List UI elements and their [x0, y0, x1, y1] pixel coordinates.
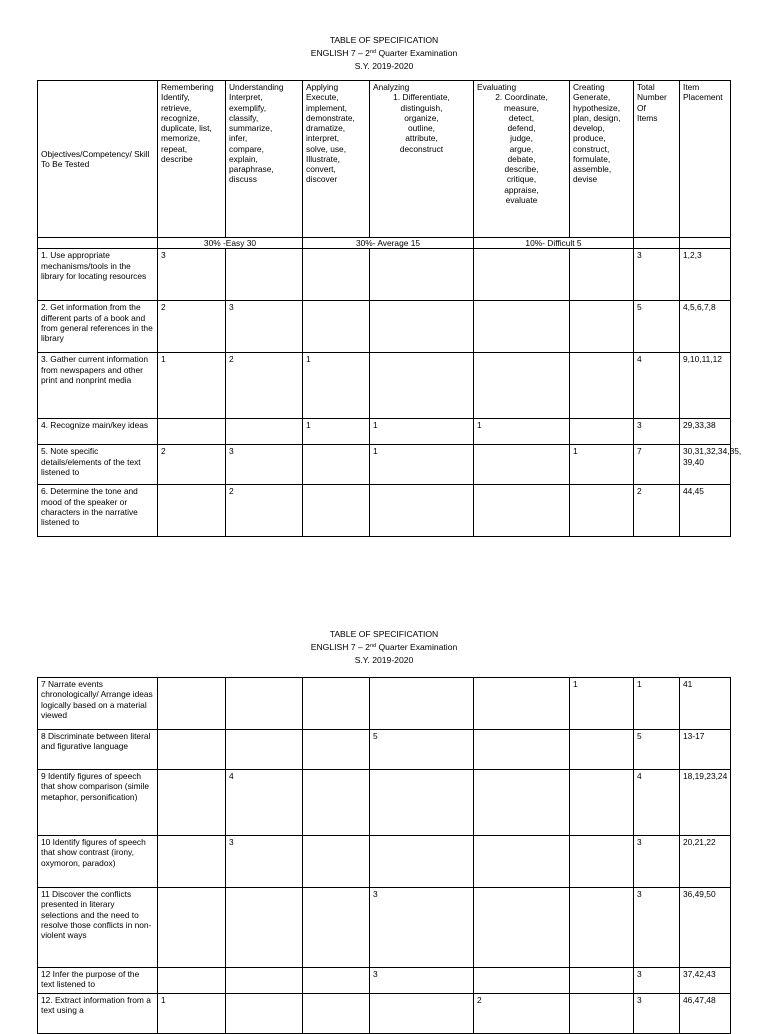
placement-cell: 1,2,3	[680, 249, 731, 301]
creating-cell	[570, 730, 634, 770]
placement-cell: 30,31,32,34,35, 39,40	[680, 445, 731, 485]
table-row	[38, 249, 731, 301]
applying-cell	[303, 485, 370, 537]
remembering-cell: 1	[158, 353, 226, 419]
spec-table-1	[37, 80, 742, 537]
understanding-header	[226, 81, 303, 238]
remembering-header	[158, 81, 226, 238]
applying-cell	[303, 888, 370, 968]
objective-cell: 11 Discover the conflicts presented in literary selections and the need to resolve those conflicts in non-violent ways	[38, 888, 158, 968]
remembering-cell	[158, 770, 226, 836]
table-row	[38, 445, 731, 485]
total-cell: 3	[634, 836, 680, 888]
page2-school-year: S.Y. 2019-2020	[354, 654, 414, 665]
placement-cell: 20,21,22	[680, 836, 731, 888]
analyzing-cell	[370, 836, 474, 888]
total-cell: 2	[634, 485, 680, 537]
analyzing-cell	[370, 301, 474, 353]
creating-cell	[570, 770, 634, 836]
objective-cell: 10 Identify figures of speech that show contrast (irony, oxymoron, paradox)	[38, 836, 158, 888]
placement-cell: 13-17	[680, 730, 731, 770]
applying-cell: 1	[303, 419, 370, 445]
remembering-cell	[158, 730, 226, 770]
creating-cell	[570, 836, 634, 888]
applying-cell	[303, 994, 370, 1034]
evaluating-cell	[474, 301, 570, 353]
understanding-cell	[226, 888, 303, 968]
page1-title: TABLE OF SPECIFICATION	[329, 35, 439, 45]
remembering-verbs: Identify, retrieve, recognize, duplicate, list, memorize, repeat, describe	[161, 92, 212, 164]
total-cell: 4	[634, 353, 680, 419]
placement-cell: 9,10,11,12	[680, 353, 731, 419]
total-cell: 5	[634, 730, 680, 770]
remembering-cell: 2	[158, 301, 226, 353]
objective-cell: 3. Gather current information from newspapers and other print and nonprint media	[38, 353, 158, 419]
applying-header	[303, 81, 370, 238]
applying-cell	[303, 678, 370, 730]
header-row	[38, 81, 731, 238]
understanding-verbs: Interpret, exemplify, classify, summarize, infer, compare, explain, paraphrase, discuss	[229, 92, 274, 185]
analyzing-cell	[370, 249, 474, 301]
applying-cell	[303, 836, 370, 888]
creating-cell: 1	[570, 678, 634, 730]
creating-label: Creating	[573, 82, 605, 92]
remembering-cell: 3	[158, 249, 226, 301]
analyzing-cell	[370, 994, 474, 1034]
evaluating-cell	[474, 888, 570, 968]
placement-cell: 36,49,50	[680, 888, 731, 968]
table-row	[38, 353, 731, 419]
evaluating-cell: 1	[474, 419, 570, 445]
placement-cell: 41	[680, 678, 731, 730]
placement-cell: 46,47,48	[680, 994, 731, 1034]
understanding-cell: 3	[226, 836, 303, 888]
remembering-label: Remembering	[161, 82, 214, 92]
table-row	[38, 485, 731, 537]
understanding-cell	[226, 968, 303, 994]
total-cell: 3	[634, 994, 680, 1034]
analyzing-cell	[370, 485, 474, 537]
creating-cell	[570, 301, 634, 353]
objective-cell: 2. Get information from the different parts of a book and from general references in the library	[38, 301, 158, 353]
creating-cell	[570, 353, 634, 419]
table-2-body	[38, 678, 731, 1034]
understanding-label: Understanding	[229, 82, 284, 92]
placement-cell: 29,33,38	[680, 419, 731, 445]
remembering-cell	[158, 888, 226, 968]
analyzing-label: Analyzing	[373, 82, 410, 92]
creating-cell	[570, 888, 634, 968]
analyzing-cell	[370, 678, 474, 730]
objective-cell: 6. Determine the tone and mood of the speaker or characters in the narrative listened to	[38, 485, 158, 537]
table-row	[38, 678, 731, 730]
understanding-cell	[226, 730, 303, 770]
evaluating-cell	[474, 353, 570, 419]
page1-title-block	[0, 34, 768, 73]
applying-verbs: Execute, implement, demonstrate, dramatize, interpret, solve, use, Illustrate, convert, discover	[306, 92, 355, 185]
creating-verbs: Generate, hypothesize, plan, design, develop, produce, construct, formulate, assemble, devise	[573, 92, 621, 185]
difficulty-band-row	[38, 238, 731, 249]
objective-cell: 1. Use appropriate mechanisms/tools in the library for locating resources	[38, 249, 158, 301]
objective-cell: 9 Identify figures of speech that show comparison (simile metaphor, personification)	[38, 770, 158, 836]
placement-cell: 44,45	[680, 485, 731, 537]
understanding-cell: 3	[226, 301, 303, 353]
remembering-cell	[158, 968, 226, 994]
understanding-cell	[226, 994, 303, 1034]
applying-cell	[303, 968, 370, 994]
item-placement-header: Item Placement	[680, 81, 731, 238]
total-cell: 1	[634, 678, 680, 730]
creating-cell	[570, 249, 634, 301]
creating-cell	[570, 419, 634, 445]
placement-cell: 18,19,23,24	[680, 770, 731, 836]
analyzing-header	[370, 81, 474, 238]
table-row	[38, 888, 731, 968]
evaluating-cell	[474, 770, 570, 836]
creating-cell: 1	[570, 445, 634, 485]
page2-title: TABLE OF SPECIFICATION	[329, 629, 439, 639]
page1-school-year: S.Y. 2019-2020	[354, 60, 414, 71]
total-items-header: Total Number Of Items	[634, 81, 680, 238]
creating-cell	[570, 994, 634, 1034]
page1-subtitle: ENGLISH 7 – 2nd Quarter Examination	[310, 47, 458, 58]
understanding-cell	[226, 678, 303, 730]
objectives-header: Objectives/Competency/ Skill To Be Tested	[38, 81, 158, 238]
applying-cell	[303, 770, 370, 836]
total-cell: 5	[634, 301, 680, 353]
table-1-body	[38, 249, 742, 537]
applying-cell	[303, 730, 370, 770]
applying-cell	[303, 249, 370, 301]
understanding-cell: 4	[226, 770, 303, 836]
analyzing-cell	[370, 353, 474, 419]
analyzing-cell: 5	[370, 730, 474, 770]
table-row	[38, 730, 731, 770]
creating-header	[570, 81, 634, 238]
page2-title-block	[0, 628, 768, 667]
remembering-cell	[158, 485, 226, 537]
evaluating-header	[474, 81, 570, 238]
understanding-cell: 3	[226, 445, 303, 485]
evaluating-cell	[474, 485, 570, 537]
analyzing-cell: 1	[370, 445, 474, 485]
objective-cell: 7 Narrate events chronologically/ Arrange ideas logically based on a material viewed	[38, 678, 158, 730]
evaluating-label: Evaluating	[477, 82, 517, 92]
table-row	[38, 968, 731, 994]
understanding-cell	[226, 419, 303, 445]
evaluating-cell	[474, 968, 570, 994]
remembering-cell: 1	[158, 994, 226, 1034]
analyzing-cell: 3	[370, 888, 474, 968]
remembering-cell	[158, 419, 226, 445]
objective-cell: 8 Discriminate between literal and figurative language	[38, 730, 158, 770]
average-band: 30%- Average 15	[303, 238, 474, 249]
evaluating-cell	[474, 249, 570, 301]
page2-subtitle: ENGLISH 7 – 2nd Quarter Examination	[310, 641, 458, 652]
total-cell: 3	[634, 888, 680, 968]
applying-cell	[303, 301, 370, 353]
applying-label: Applying	[306, 82, 339, 92]
analyzing-cell: 1	[370, 419, 474, 445]
evaluating-cell	[474, 678, 570, 730]
understanding-cell	[226, 249, 303, 301]
remembering-cell: 2	[158, 445, 226, 485]
table-row	[38, 836, 731, 888]
table-row	[38, 770, 731, 836]
total-cell: 3	[634, 968, 680, 994]
applying-cell: 1	[303, 353, 370, 419]
total-cell: 3	[634, 419, 680, 445]
remembering-cell	[158, 678, 226, 730]
creating-cell	[570, 485, 634, 537]
total-cell: 3	[634, 249, 680, 301]
analyzing-verbs: 1. Differentiate, distinguish, organize, outline, attribute, deconstruct	[393, 92, 450, 154]
placement-cell: 37,42,43	[680, 968, 731, 994]
objective-cell: 12 Infer the purpose of the text listened to	[38, 968, 158, 994]
table-row	[38, 301, 731, 353]
creating-cell	[570, 968, 634, 994]
table-row	[38, 419, 731, 445]
placement-cell: 4,5,6,7,8	[680, 301, 731, 353]
spec-table-2	[37, 677, 731, 1034]
evaluating-cell: 2	[474, 994, 570, 1034]
evaluating-verbs: 2. Coordinate, measure, detect, defend, judge, argue, debate, describe, critique, appraise, evaluate	[495, 92, 548, 205]
total-cell: 4	[634, 770, 680, 836]
evaluating-cell	[474, 730, 570, 770]
total-cell: 7	[634, 445, 680, 485]
applying-cell	[303, 445, 370, 485]
understanding-cell: 2	[226, 485, 303, 537]
analyzing-cell: 3	[370, 968, 474, 994]
objective-cell: 4. Recognize main/key ideas	[38, 419, 158, 445]
remembering-cell	[158, 836, 226, 888]
objective-cell: 5. Note specific details/elements of the text listened to	[38, 445, 158, 485]
evaluating-cell	[474, 445, 570, 485]
easy-band: 30% -Easy 30	[158, 238, 303, 249]
evaluating-cell	[474, 836, 570, 888]
objective-cell: 12. Extract information from a text using a	[38, 994, 158, 1034]
table-row	[38, 994, 731, 1034]
difficult-band: 10%- Difficult 5	[474, 238, 634, 249]
analyzing-cell	[370, 770, 474, 836]
understanding-cell: 2	[226, 353, 303, 419]
